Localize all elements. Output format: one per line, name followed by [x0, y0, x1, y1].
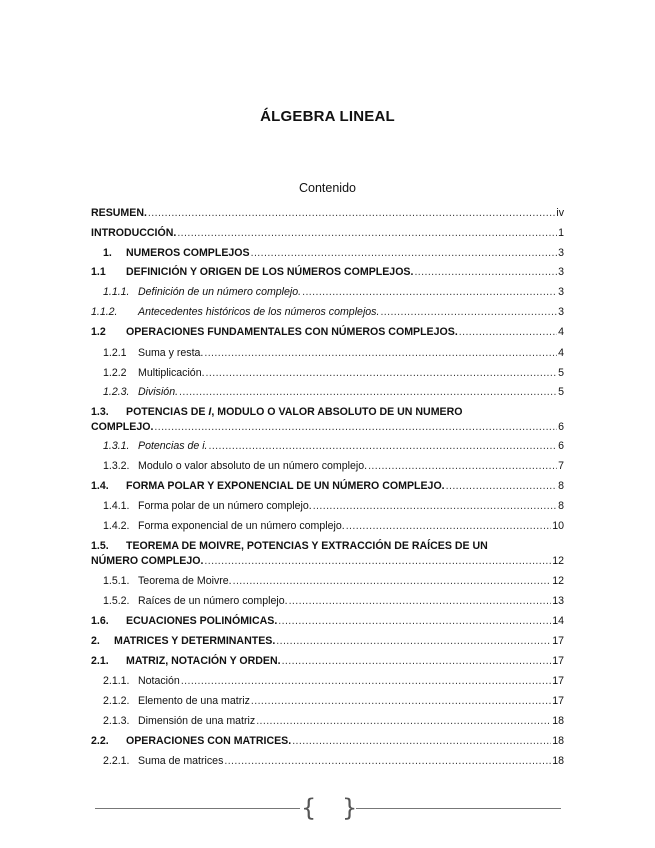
toc-entry-number: 1.5.2.	[103, 595, 130, 607]
toc-entry-number: 2.1.3.	[103, 715, 130, 727]
toc-leader-dots	[459, 326, 557, 339]
toc-entry-page: 17	[552, 675, 564, 687]
toc-entry-number: 1.2.3.	[103, 386, 130, 398]
footer-bracket-right-icon: }	[342, 794, 358, 822]
footer-bracket-left-icon: {	[301, 794, 317, 822]
toc-entry-page: 1	[558, 227, 564, 239]
toc-entry-title: OPERACIONES CON MATRICES.	[126, 735, 292, 747]
toc-entry-page: 5	[558, 386, 564, 398]
toc-entry[interactable]	[103, 575, 564, 588]
toc-entry[interactable]	[103, 440, 564, 453]
toc-entry-number: 1.4.2.	[103, 520, 130, 532]
toc-entry-title: DEFINICIÓN Y ORIGEN DE LOS NÚMEROS COMPLEJOS.	[126, 266, 414, 278]
toc-entry-number: 1.1	[91, 266, 106, 278]
toc-entry-title: ECUACIONES POLINÓMICAS.	[126, 615, 278, 627]
toc-entry-title: Notación	[138, 675, 180, 687]
toc-entry-number: 1.1.1.	[103, 286, 130, 298]
toc-entry-page: 3	[558, 247, 564, 259]
toc-leader-dots	[181, 675, 551, 688]
toc-entry-title: Multiplicación.	[138, 367, 205, 379]
toc-entry-title: Suma y resta.	[138, 347, 204, 359]
toc-entry-number: 1.3.2.	[103, 460, 130, 472]
toc-entry-title: Elemento de una matriz	[138, 695, 250, 707]
toc-entry-title: Teorema de Moivre.	[138, 575, 232, 587]
toc-entry-title: NUMEROS COMPLEJOS	[126, 247, 250, 259]
toc-leader-dots	[414, 266, 557, 279]
toc-leader-dots	[276, 635, 551, 648]
toc-entry-number: 2.	[91, 635, 100, 647]
toc-entry[interactable]	[91, 266, 564, 279]
toc-entry-title: MATRIZ, NOTACIÓN Y ORDEN.	[126, 655, 281, 667]
toc-leader-dots	[446, 480, 557, 493]
toc-entry[interactable]	[103, 247, 564, 260]
toc-entry-page: iv	[556, 207, 564, 219]
toc-entry[interactable]	[103, 500, 564, 513]
toc-entry-title-rest: , MODULO O VALOR ABSOLUTO DE UN NUMERO	[211, 406, 463, 418]
toc-leader-dots	[209, 440, 558, 453]
toc-entry-title: Potencias de i.	[138, 440, 208, 452]
toc-entry-page: 17	[552, 655, 564, 667]
toc-leader-dots	[154, 421, 557, 434]
toc-entry-number: 1.6.	[91, 615, 109, 627]
toc-entry-page: 6	[558, 440, 564, 452]
toc-entry-title: Definición de un número complejo.	[138, 286, 302, 298]
toc-entry-page: 3	[558, 306, 564, 318]
toc-entry-page: 12	[552, 555, 564, 567]
toc-entry-title: Dimensión de una matriz	[138, 715, 256, 727]
toc-entry[interactable]	[103, 386, 564, 399]
toc-entry[interactable]	[103, 286, 564, 299]
toc-entry-page: 8	[558, 480, 564, 492]
toc-entry-page: 4	[558, 347, 564, 359]
toc-leader-dots	[292, 735, 551, 748]
toc-entry-page: 18	[552, 715, 564, 727]
toc-entry[interactable]	[103, 695, 564, 708]
toc-entry[interactable]	[103, 460, 564, 473]
toc-entry-title: Modulo o valor absoluto de un número complejo.	[138, 460, 368, 472]
toc-leader-dots	[278, 615, 551, 628]
footer-rule-right	[356, 808, 561, 809]
toc-entry-title-cont: NÚMERO COMPLEJO.	[91, 555, 204, 567]
toc-entry-number: 2.2.	[91, 735, 109, 747]
toc-leader-dots	[233, 575, 552, 588]
toc-entry-number: 1.5.	[91, 540, 109, 552]
toc-entry-number: 1.	[103, 247, 112, 259]
toc-entry-title: División.	[138, 386, 179, 398]
toc-entry-title-italic: I	[208, 406, 212, 418]
toc-entry[interactable]	[91, 207, 564, 220]
toc-entry-page: 18	[552, 755, 564, 767]
toc-leader-dots	[368, 460, 557, 473]
toc-leader-dots	[346, 520, 552, 533]
toc-leader-dots	[204, 347, 557, 360]
toc-leader-dots	[224, 755, 551, 768]
toc-entry-page: 13	[552, 595, 564, 607]
toc-entry-page: 6	[558, 421, 564, 433]
toc-entry-number: 2.1.1.	[103, 675, 130, 687]
toc-entry-number: 1.3.1.	[103, 440, 130, 452]
toc-entry[interactable]	[91, 735, 564, 748]
toc-entry-number: 1.2.1	[103, 347, 127, 359]
toc-entry[interactable]	[91, 480, 564, 493]
toc-entry[interactable]	[91, 406, 564, 434]
toc-entry-number: 1.5.1.	[103, 575, 130, 587]
toc-entry-page: 3	[558, 286, 564, 298]
toc-entry-title: INTRODUCCIÓN.	[91, 227, 177, 239]
toc-entry-number: 1.4.	[91, 480, 109, 492]
toc-entry-title: OPERACIONES FUNDAMENTALES CON NÚMEROS COMPLEJOS.	[126, 326, 458, 338]
toc-entry[interactable]	[103, 675, 564, 688]
toc-entry-page: 8	[558, 500, 564, 512]
toc-entry-number: 1.4.1.	[103, 500, 130, 512]
toc-entry-title: Raíces de un número complejo.	[138, 595, 288, 607]
toc-leader-dots	[179, 386, 557, 399]
toc-entry[interactable]	[103, 755, 564, 768]
toc-entry-title: Antecedentes históricos de los números complejos.	[138, 306, 380, 318]
toc-entry[interactable]	[91, 615, 564, 628]
footer-rule-left	[95, 808, 300, 809]
toc-entry-title: FORMA POLAR Y EXPONENCIAL DE UN NÚMERO COMPLEJO.	[126, 480, 445, 492]
toc-entry-title: RESUMEN.	[91, 207, 147, 219]
toc-leader-dots	[256, 715, 551, 728]
toc-entry[interactable]	[103, 595, 564, 608]
toc-entry[interactable]	[103, 367, 564, 380]
toc-entry[interactable]	[91, 227, 564, 240]
toc-entry-title: TEOREMA DE MOIVRE, POTENCIAS Y EXTRACCIÓN DE RAÍCES DE UN	[126, 540, 488, 552]
toc-entry-page: 17	[552, 695, 564, 707]
toc-leader-dots	[251, 695, 551, 708]
toc-leader-dots	[380, 306, 557, 319]
toc-entry-page: 5	[558, 367, 564, 379]
toc-entry[interactable]	[103, 715, 564, 728]
toc-entry[interactable]	[91, 540, 564, 568]
toc-leader-dots	[289, 595, 552, 608]
contents-heading: Contenido	[299, 181, 356, 195]
toc-leader-dots	[204, 555, 551, 568]
toc-entry[interactable]	[91, 655, 564, 668]
toc-entry-page: 12	[552, 575, 564, 587]
toc-entry-page: 4	[558, 326, 564, 338]
toc-entry[interactable]	[91, 306, 564, 319]
toc-entry-title: Forma polar de un número complejo.	[138, 500, 312, 512]
document-title: ÁLGEBRA LINEAL	[260, 108, 395, 125]
toc-entry-number: 2.2.1.	[103, 755, 130, 767]
toc-entry-title-cont: COMPLEJO.	[91, 421, 154, 433]
toc-leader-dots	[282, 655, 552, 668]
toc-leader-dots	[177, 227, 557, 240]
toc-entry-number: 1.1.2.	[91, 306, 118, 318]
toc-entry[interactable]	[103, 347, 564, 360]
toc-leader-dots	[148, 207, 555, 220]
toc-entry-number: 2.1.	[91, 655, 109, 667]
toc-entry-number: 1.2.2	[103, 367, 127, 379]
toc-entry-page: 10	[552, 520, 564, 532]
toc-leader-dots	[313, 500, 557, 513]
toc-entry-title: POTENCIAS DE	[126, 406, 209, 418]
toc-leader-dots	[302, 286, 557, 299]
toc-entry-page: 7	[558, 460, 564, 472]
toc-leader-dots	[251, 247, 557, 260]
toc-entry[interactable]	[91, 635, 564, 648]
toc-entry-page: 14	[552, 615, 564, 627]
toc-entry[interactable]	[103, 520, 564, 533]
toc-leader-dots	[206, 367, 558, 380]
toc-entry-number: 1.3.	[91, 406, 109, 418]
toc-entry-title: MATRICES Y DETERMINANTES.	[114, 635, 276, 647]
toc-entry[interactable]	[91, 326, 564, 339]
toc-entry-title: Forma exponencial de un número complejo.	[138, 520, 345, 532]
toc-entry-page: 18	[552, 735, 564, 747]
toc-entry-page: 3	[558, 266, 564, 278]
toc-entry-title: Suma de matrices	[138, 755, 224, 767]
toc-entry-number: 1.2	[91, 326, 106, 338]
toc-entry-number: 2.1.2.	[103, 695, 130, 707]
toc-entry-page: 17	[552, 635, 564, 647]
